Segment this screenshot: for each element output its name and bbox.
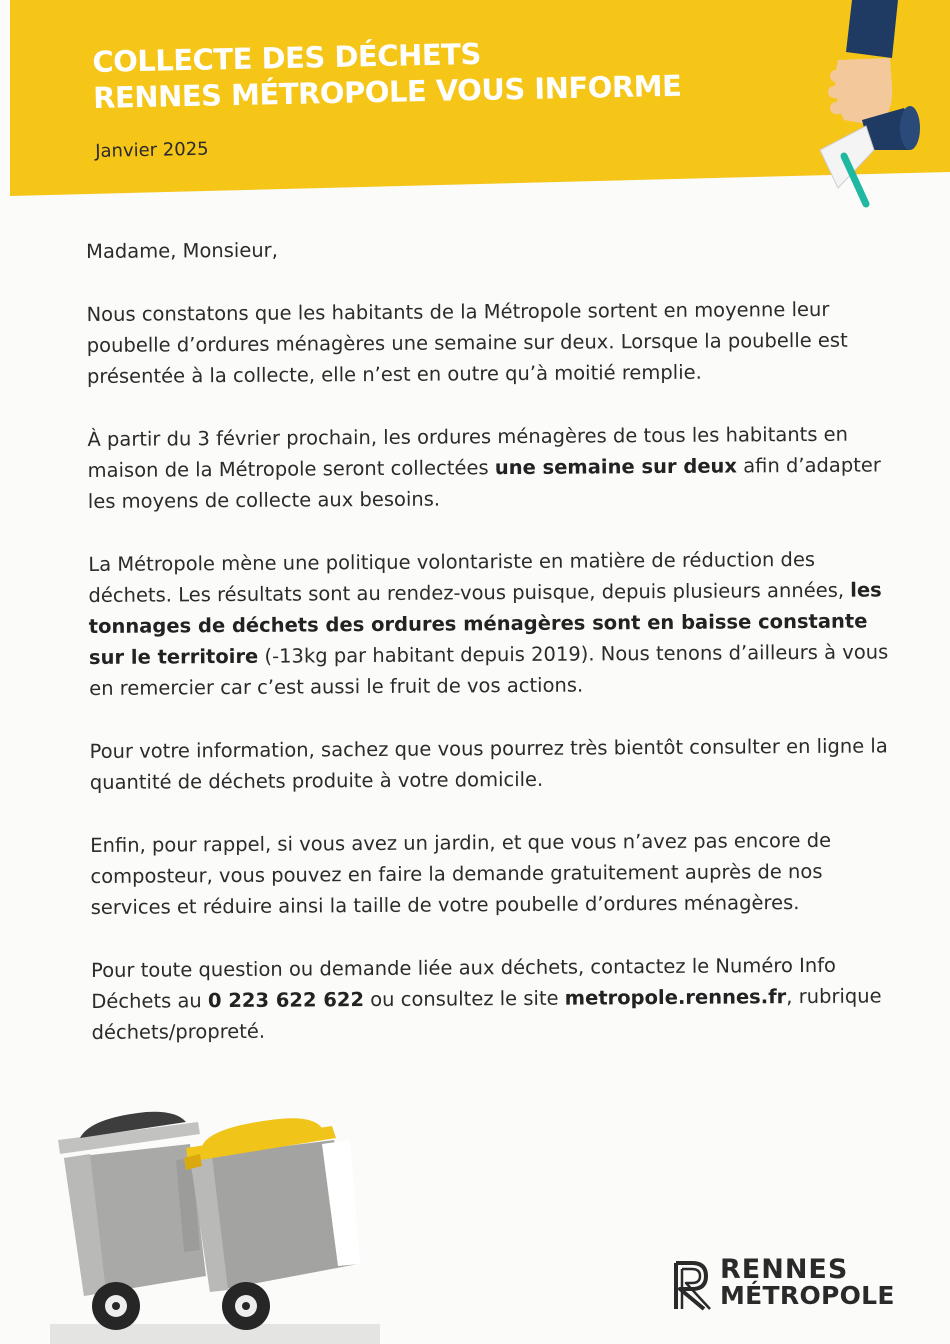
paragraph-6-text-a: Pour toute question ou demande liée aux déchets, contactez le Numéro Info Déchets au [91, 953, 837, 1013]
megaphone-icon [800, 0, 950, 215]
paragraph-2 [87, 418, 888, 517]
paragraph-3 [88, 543, 889, 704]
issue-date: Janvier 2025 [95, 138, 209, 162]
info-phone-number: 0 223 622 622 [207, 988, 365, 1013]
paragraph-3-bold: les tonnages de déchets des ordures ménagères sont en baisse constante sur le territoire [88, 578, 882, 669]
logo-line-1: RENNES [720, 1254, 849, 1285]
paragraph-3-text-a: La Métropole mène une politique volontariste en matière de réduction des déchets. Les résultats sont au rendez-vous puisque, depuis plusieurs années, [88, 547, 851, 607]
paragraph-2-text-b: afin d’adapter les moyens de collecte aux besoins. [87, 453, 881, 513]
rennes-logo-mark [672, 1259, 712, 1313]
title-line-1: COLLECTE DES DÉCHETS [92, 36, 482, 79]
paragraph-5: Enfin, pour rappel, si vous avez un jardin, et que vous n’avez pas encore de composteur, vous pouvez en faire la demande gratuitement auprès de nos services et réduire ainsi la taille de votre poubelle d’ordures ménagères. [90, 828, 832, 919]
salutation: Madame, Monsieur, [86, 238, 278, 263]
paragraph-2-text-a: À partir du 3 février prochain, les ordures ménagères de tous les habitants en maison de la Métropole seront collectées [87, 422, 849, 482]
title-line-2: RENNES MÉTROPOLE VOUS INFORME [92, 68, 682, 115]
paragraph-1: Nous constatons que les habitants de la Métropole sortent en moyenne leur poubelle d’ordures ménagères une semaine sur deux. Lorsque la poubelle est présentée à la collecte, elle n’est en outre qu’à moitié remplie. [86, 297, 848, 388]
paragraph-2-bold: une semaine sur deux [494, 454, 738, 480]
page-title [92, 32, 682, 116]
paragraph-4: Pour votre information, sachez que vous pourrez très bientôt consulter en ligne la quantité de déchets produite à votre domicile. [89, 734, 888, 794]
paragraph-6-text-b: ou consultez le site [363, 986, 565, 1012]
rennes-metropole-logo [672, 1254, 912, 1317]
website-link: metropole.rennes.fr [564, 985, 787, 1010]
paragraph-3-text-b: (-13kg par habitant depuis 2019). Nous tenons d’ailleurs à vous en remercier car c’est aussi le fruit de vos actions. [89, 640, 889, 700]
logo-line-2: MÉTROPOLE [720, 1281, 895, 1310]
grey-bin [58, 1112, 206, 1330]
yellow-lid-bin [184, 1118, 360, 1330]
paragraph-6 [91, 949, 892, 1048]
paragraph-6-text-c: , rubrique déchets/propreté. [91, 984, 882, 1044]
logo-wordmark [720, 1254, 895, 1310]
letter-body [86, 230, 892, 1080]
waste-bins-illustration [50, 1100, 380, 1344]
